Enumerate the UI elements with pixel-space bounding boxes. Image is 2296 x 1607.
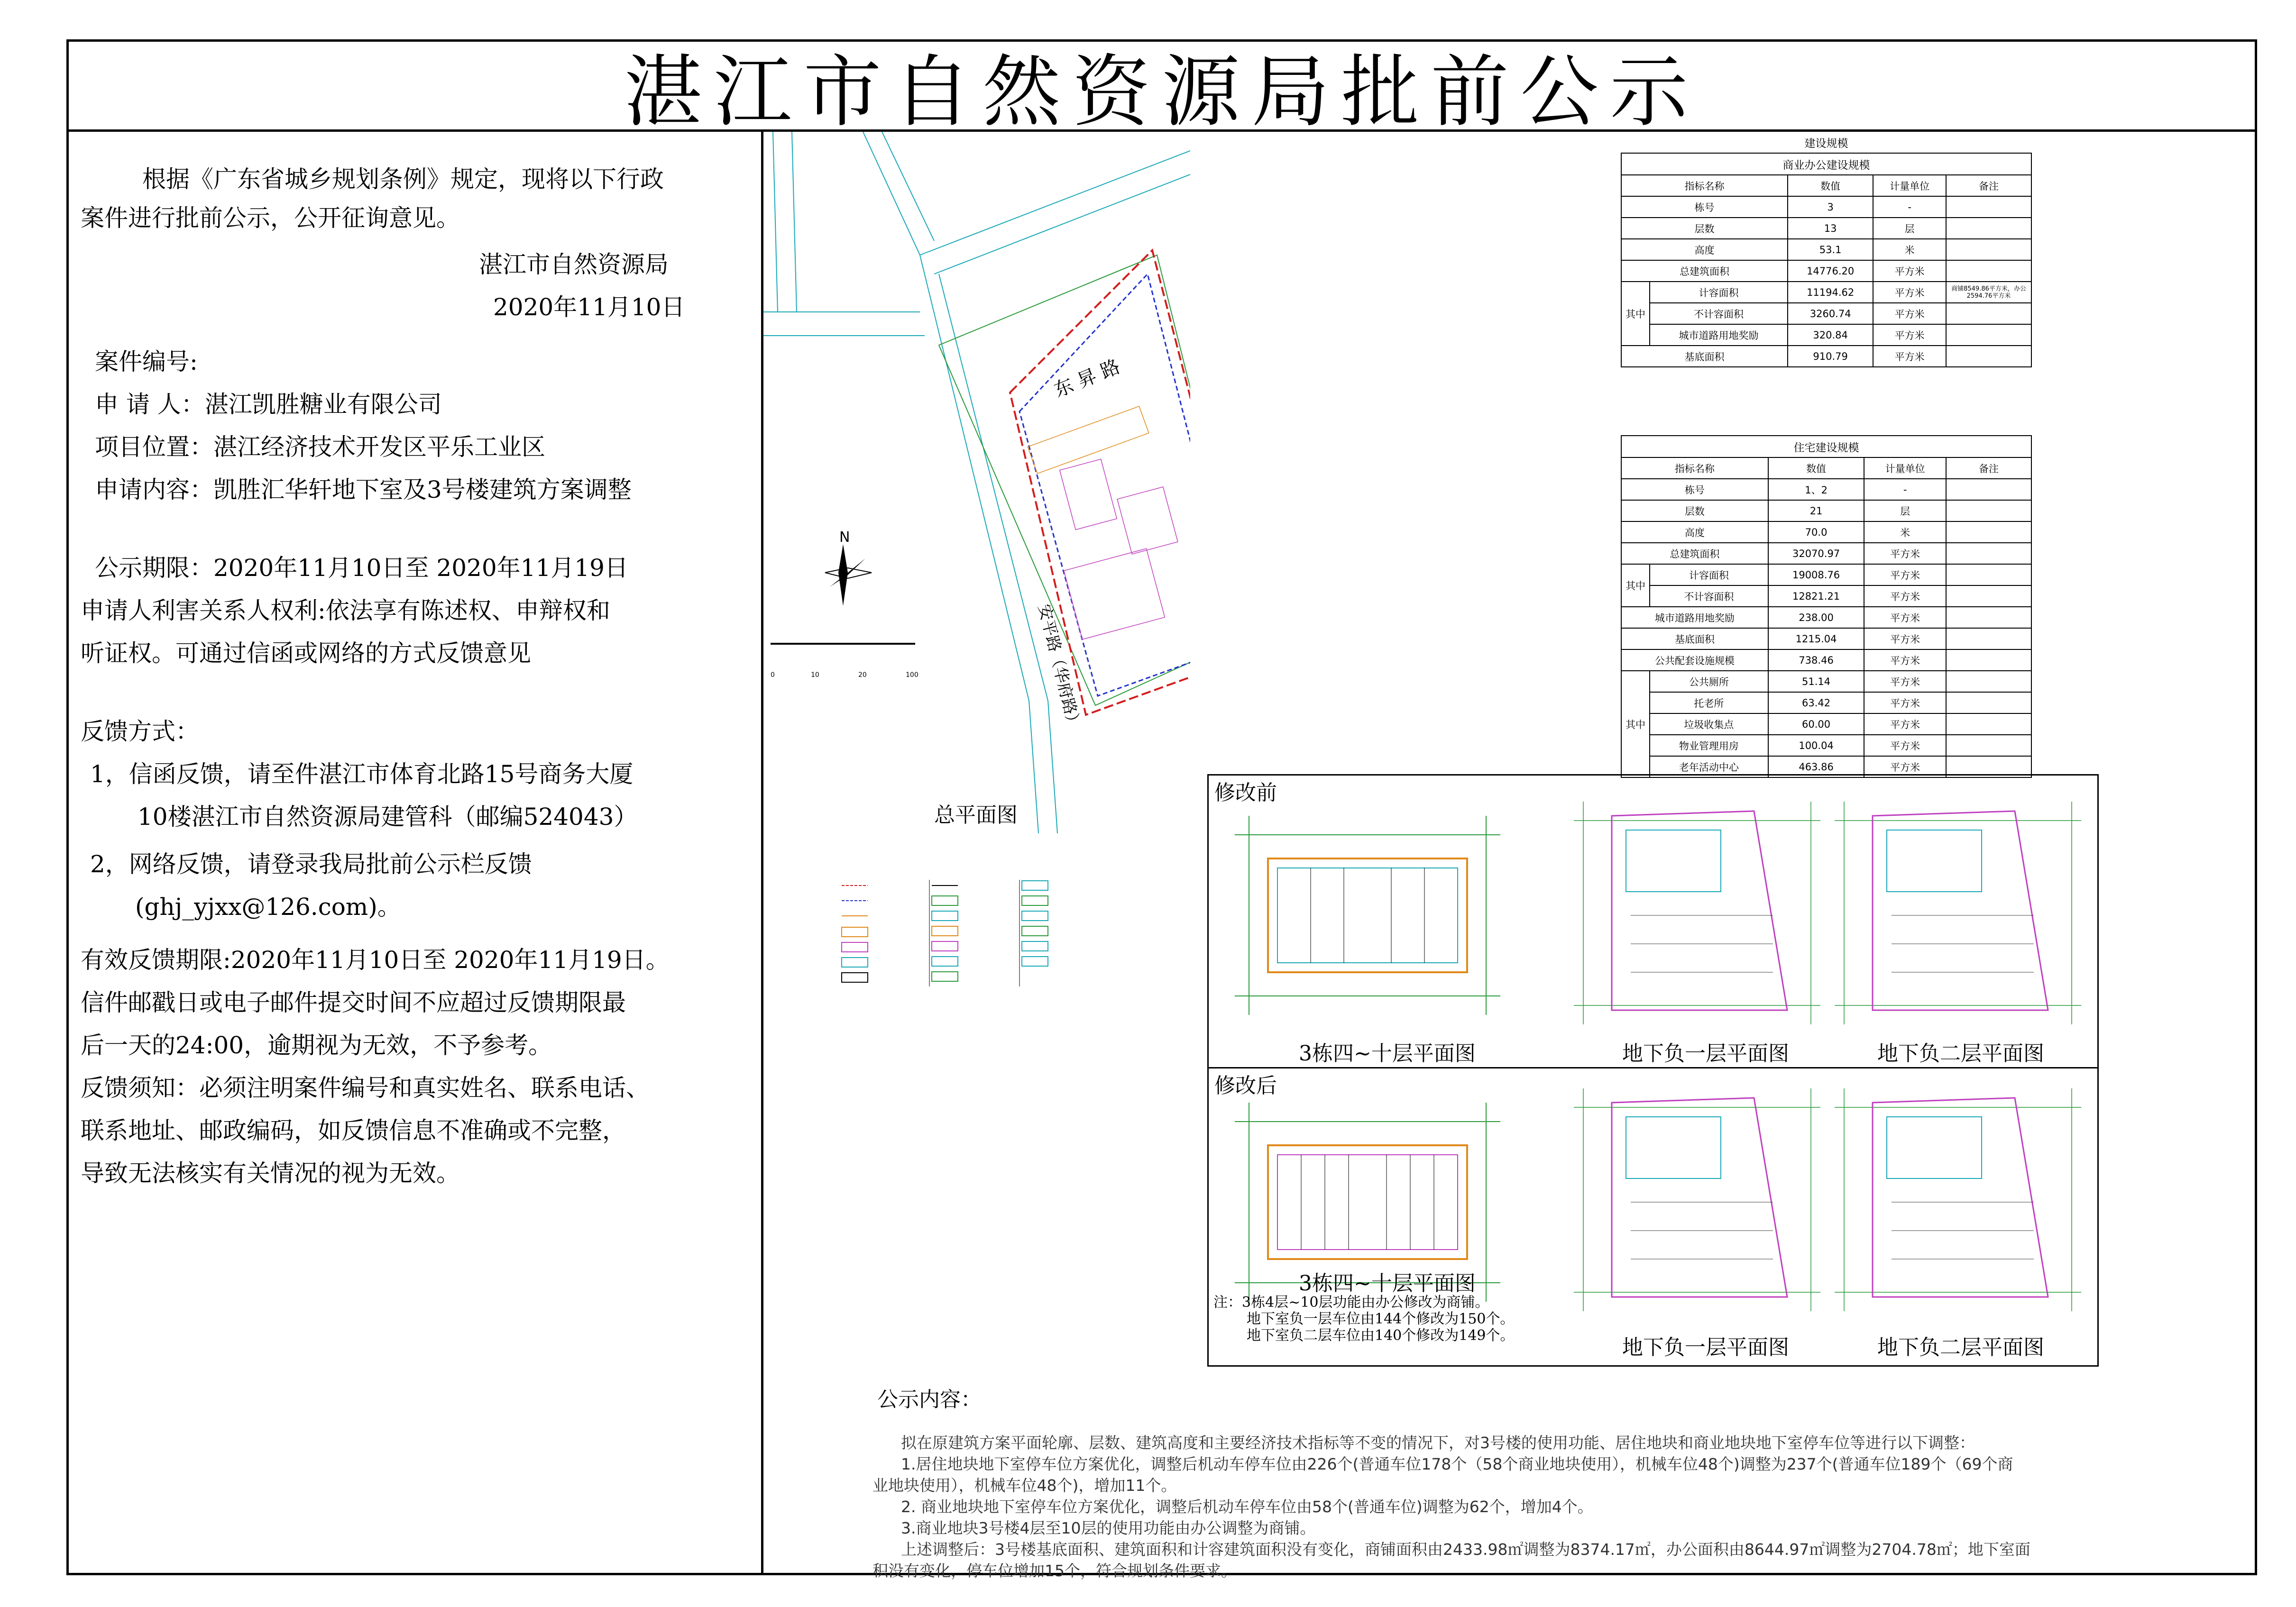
table-row: 垃圾收集点 60.00 平方米 xyxy=(1621,713,2031,735)
issuer: 湛江市自然资源局 xyxy=(479,251,669,278)
after-floor-caption: 3栋四~十层平面图 xyxy=(1299,1271,1476,1296)
scale-bar xyxy=(771,644,918,679)
plans-note-line-3: 地下室负二层车位由140个修改为149个。 xyxy=(1247,1327,1515,1344)
table-row: 不计容面积 12821.21 平方米 xyxy=(1621,585,2031,607)
north-arrow-icon xyxy=(825,529,872,606)
feedback-web-line-1: 2，网络反馈，请登录我局批前公示栏反馈 xyxy=(90,850,532,878)
validity-line-2: 信件邮戳日或电子邮件提交时间不应超过反馈期限最 xyxy=(81,989,626,1016)
red-boundary-line xyxy=(1010,250,1190,715)
intro-line-1: 根据《广东省城乡规划条例》规定，现将以下行政 xyxy=(142,165,664,193)
notice-line-6: 上述调整后：3号楼基底面积、建筑面积和计容建筑面积没有变化，商铺面积由2433.98㎡调整为8374.17㎡，办公面积由8644.97㎡调整为2704.78㎡；地下室面 xyxy=(901,1540,2030,1559)
table-row: 城市道路用地奖励 320.84 平方米 xyxy=(1621,324,2031,346)
notice-line-4: 2. 商业地块地下室停车位方案优化，调整后机动车停车位由58个(普通车位)调整为62个，增加4个。 xyxy=(901,1497,1593,1516)
validity-line-1: 有效反馈期限:2020年11月10日至 2020年11月19日。 xyxy=(81,946,670,974)
notice-line-5: 3.商业地块3号楼4层至10层的使用功能由办公调整为商铺。 xyxy=(901,1519,1316,1537)
b1-plan-after xyxy=(1574,1088,1820,1311)
scale-title: 建设规模 xyxy=(1804,137,1848,150)
site-plan-caption: 总平面图 xyxy=(934,803,1018,827)
commercial-scale-table xyxy=(1621,132,2032,367)
before-b2-caption: 地下负二层平面图 xyxy=(1877,1041,2044,1066)
svg-text:100: 100 xyxy=(906,671,918,679)
svg-text:0: 0 xyxy=(771,671,775,679)
table-row: 高度 53.1 米 xyxy=(1621,239,2031,260)
road-label-south: 安平路（华府路） xyxy=(1034,602,1084,732)
road-label-east: 东 昇 路 xyxy=(1051,356,1123,402)
validity-line-3: 后一天的24:00，逾期视为无效，不予参考。 xyxy=(81,1032,552,1059)
col-header-value: 数值 xyxy=(1788,175,1873,196)
b2-plan-after xyxy=(1835,1088,2081,1311)
table-row: 高度 70.0 米 xyxy=(1621,521,2031,543)
table-row: 其中 计容面积 11194.62 平方米 商铺8549.86平方米，办公2594.76平方米 xyxy=(1621,282,2031,303)
svg-text:N: N xyxy=(839,529,850,546)
table-row: 基底面积 910.79 平方米 xyxy=(1621,346,2031,367)
col-header-unit: 计量单位 xyxy=(1873,175,1946,196)
b1-plan-before xyxy=(1574,802,1820,1024)
notice-line-2: 1.居住地块地下室停车位方案优化，调整后机动车停车位由226个(普通车位178个（58个商业地块使用），机械车位48个)调整为237个(普通车位189个（69个商 xyxy=(901,1455,2013,1473)
rights-line-1: 申请人利害关系人权利:依法享有陈述权、申辩权和 xyxy=(81,597,610,624)
feedback-mail-line-1: 1，信函反馈，请至件湛江市体育北路15号商务大厦 xyxy=(90,760,634,788)
table-row: 总建筑面积 14776.20 平方米 xyxy=(1621,260,2031,282)
before-floor-caption: 3栋四~十层平面图 xyxy=(1299,1041,1476,1066)
residential-scale-table: 住宅建设规模 指标名称 数值 计量单位 备注 栋号 1、2 - 层数 21 层 高度 70.0 米 总建筑面积 32070.97 平方米 其中 计容面积 19008.76 平方米 不计容面积 12821.21 平方米 城市道路用地奖励 238.00 平方米 基底面积 1215.04 平方米 公共配套设施规模 738.46 平方米 其中 公共厕所 51.14 平方米 托老所 63.42 平方米 垃圾收集点 60.00 平方米 物业管理用房 100.04 平方米 老年活动中心 463.86 平方米 xyxy=(1621,435,2032,778)
col-header-name: 指标名称 xyxy=(1621,175,1788,196)
table-row: 不计容面积 3260.74 平方米 xyxy=(1621,303,2031,324)
residential-table-title: 住宅建设规模 xyxy=(1621,436,2031,457)
before-label: 修改前 xyxy=(1214,781,1277,805)
after-b1-caption: 地下负一层平面图 xyxy=(1622,1335,1789,1360)
table-row: 公共配套设施规模 738.46 平方米 xyxy=(1621,649,2031,671)
legend xyxy=(839,880,1105,986)
after-b2-caption: 地下负二层平面图 xyxy=(1877,1335,2044,1360)
commercial-table-title: 商业办公建设规模 xyxy=(1621,153,2031,175)
notice-line-3: 业地块使用），机械车位48个)，增加11个。 xyxy=(872,1476,1177,1495)
notes-line-1: 反馈须知：必须注明案件编号和真实姓名、联系电话、 xyxy=(81,1074,650,1102)
notes-line-2: 联系地址、邮政编码，如反馈信息不准确或不完整， xyxy=(81,1117,626,1144)
table-row: 栋号 3 - xyxy=(1621,196,2031,218)
svg-text:10: 10 xyxy=(811,671,819,679)
right-drawing-area xyxy=(763,132,2257,1580)
notice-line-1: 拟在原建筑方案平面轮廓、层数、建筑高度和主要经济技术指标等不变的情况下，对3号楼的使用功能、居住地块和商业地块地下室停车位等进行以下调整： xyxy=(901,1434,1975,1452)
notice-heading: 公示内容： xyxy=(877,1388,982,1412)
table-row: 层数 13 层 xyxy=(1621,218,2031,239)
rights-line-2: 听证权。可通过信函或网络的方式反馈意见 xyxy=(81,639,531,667)
notice-line-7: 积没有变化，停车位增加15个，符合规划条件要求。 xyxy=(872,1561,1237,1580)
applicant: 申 请 人：湛江凯胜糖业有限公司 xyxy=(95,391,442,418)
table-row: 其中 计容面积 19008.76 平方米 xyxy=(1621,564,2031,585)
table-row: 基底面积 1215.04 平方米 xyxy=(1621,628,2031,649)
notice-period: 公示期限：2020年11月10日至 2020年11月19日 xyxy=(95,554,628,582)
project-location: 项目位置：湛江经济技术开发区平乐工业区 xyxy=(95,433,545,461)
title-bar xyxy=(69,42,2255,137)
feedback-mail-line-2: 10楼湛江市自然资源局建管科（邮编524043） xyxy=(138,803,638,831)
site-plan-drawing xyxy=(763,132,1190,833)
notes-line-3: 导致无法核实有关情况的视为无效。 xyxy=(81,1160,460,1187)
case-number-label: 案件编号: xyxy=(95,348,198,375)
plans-divider xyxy=(1209,1067,2097,1068)
after-label: 修改后 xyxy=(1214,1074,1277,1098)
before-after-plans xyxy=(1207,774,2099,1367)
b2-plan-before xyxy=(1835,802,2081,1024)
feedback-email: (ghj_yjxx@126.com)。 xyxy=(135,893,401,921)
svg-text:20: 20 xyxy=(858,671,867,679)
page-title: 湛江市自然资源局批前公示 xyxy=(624,46,1699,137)
table-row: 物业管理用房 100.04 平方米 xyxy=(1621,735,2031,756)
table-row: 其中 公共厕所 51.14 平方米 xyxy=(1621,671,2031,692)
floor-plan-before xyxy=(1235,816,1500,1015)
table-row: 总建筑面积 32070.97 平方米 xyxy=(1621,543,2031,564)
table-row: 老年活动中心 463.86 平方米 xyxy=(1621,756,2031,777)
table-row: 层数 21 层 xyxy=(1621,500,2031,521)
table-row: 城市道路用地奖励 238.00 平方米 xyxy=(1621,607,2031,628)
left-info-column xyxy=(69,132,763,1575)
plans-note-line-1: 注：3栋4层~10层功能由办公修改为商铺。 xyxy=(1213,1294,1489,1311)
group-label: 其中 xyxy=(1621,282,1650,346)
application-content: 申请内容：凯胜汇华轩地下室及3号楼建筑方案调整 xyxy=(95,476,632,503)
before-b1-caption: 地下负一层平面图 xyxy=(1622,1041,1789,1066)
intro-line-2: 案件进行批前公示，公开征询意见。 xyxy=(81,204,460,232)
notice-board xyxy=(66,39,2257,1580)
issue-date: 2020年11月10日 xyxy=(493,293,685,321)
plans-note-line-2: 地下室负一层车位由144个修改为150个。 xyxy=(1247,1311,1515,1327)
col-header-remark: 备注 xyxy=(1946,175,2031,196)
table-row: 栋号 1、2 - xyxy=(1621,479,2031,500)
table-row: 托老所 63.42 平方米 xyxy=(1621,692,2031,713)
feedback-heading: 反馈方式： xyxy=(81,718,199,745)
